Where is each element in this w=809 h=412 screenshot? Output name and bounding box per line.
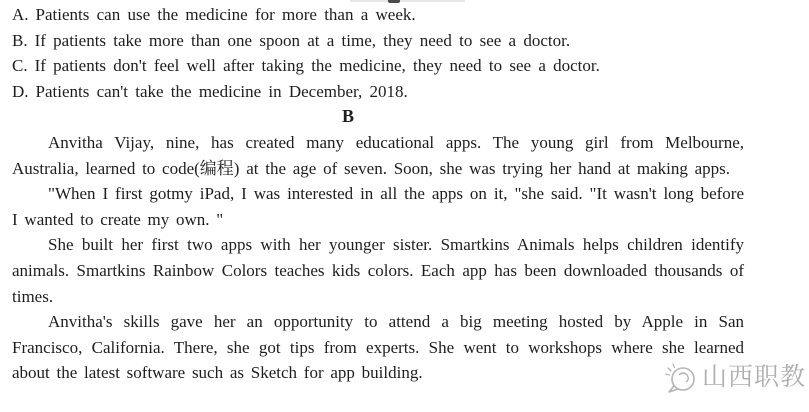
option-b-label: B. [12, 30, 28, 50]
option-a [12, 2, 744, 28]
watermark-text: 山西职教 [702, 364, 807, 391]
text-block [12, 2, 744, 386]
option-b-text: If patients take more than one spoon at a time, they need to see a doctor. [34, 30, 571, 50]
passage-paragraph-3: She built her first two apps with her younger sister. Smartkins Animals helps children identify animals. Smartkins Rainbow Colors teaches kids colors. Each app has been downloaded thousands of times. [12, 235, 744, 306]
option-d-label: D. [12, 81, 29, 101]
passage-paragraph-1: Anvitha Vijay, nine, has created many educational apps. The young girl from Melbourne, Australia, learned to code(编程) at the age of seven. Soon, she was trying her hand at making apps. [12, 132, 744, 178]
scan-artifact-dot [388, 0, 400, 3]
option-c [12, 53, 744, 79]
option-d [12, 79, 744, 105]
option-a-label: A. [12, 5, 29, 24]
option-b [12, 28, 744, 54]
option-c-label: C. [12, 56, 28, 76]
option-c-text: If patients don't feel well after taking the medicine, they need to see a doctor. [34, 56, 600, 76]
scan-artifact-smudge [350, 0, 465, 2]
option-a-text: Patients can use the medicine for more than a week. [35, 5, 416, 24]
section-heading-b: B [341, 106, 354, 127]
option-d-text: Patients can't take the medicine in December, 2018. [35, 81, 408, 101]
passage-paragraph-4: Anvitha's skills gave her an opportunity to attend a big meeting hosted by Apple in San Francisco, California. There, she got tips from experts. She went to workshops where she learned about the latest software such as Sketch for app building. [12, 312, 744, 383]
passage-paragraph-2: "When I first gotmy iPad, I was interested in all the apps on it, "she said. "It wasn't long before I wanted to create my own. " [12, 184, 744, 229]
section-heading-row [12, 104, 684, 130]
